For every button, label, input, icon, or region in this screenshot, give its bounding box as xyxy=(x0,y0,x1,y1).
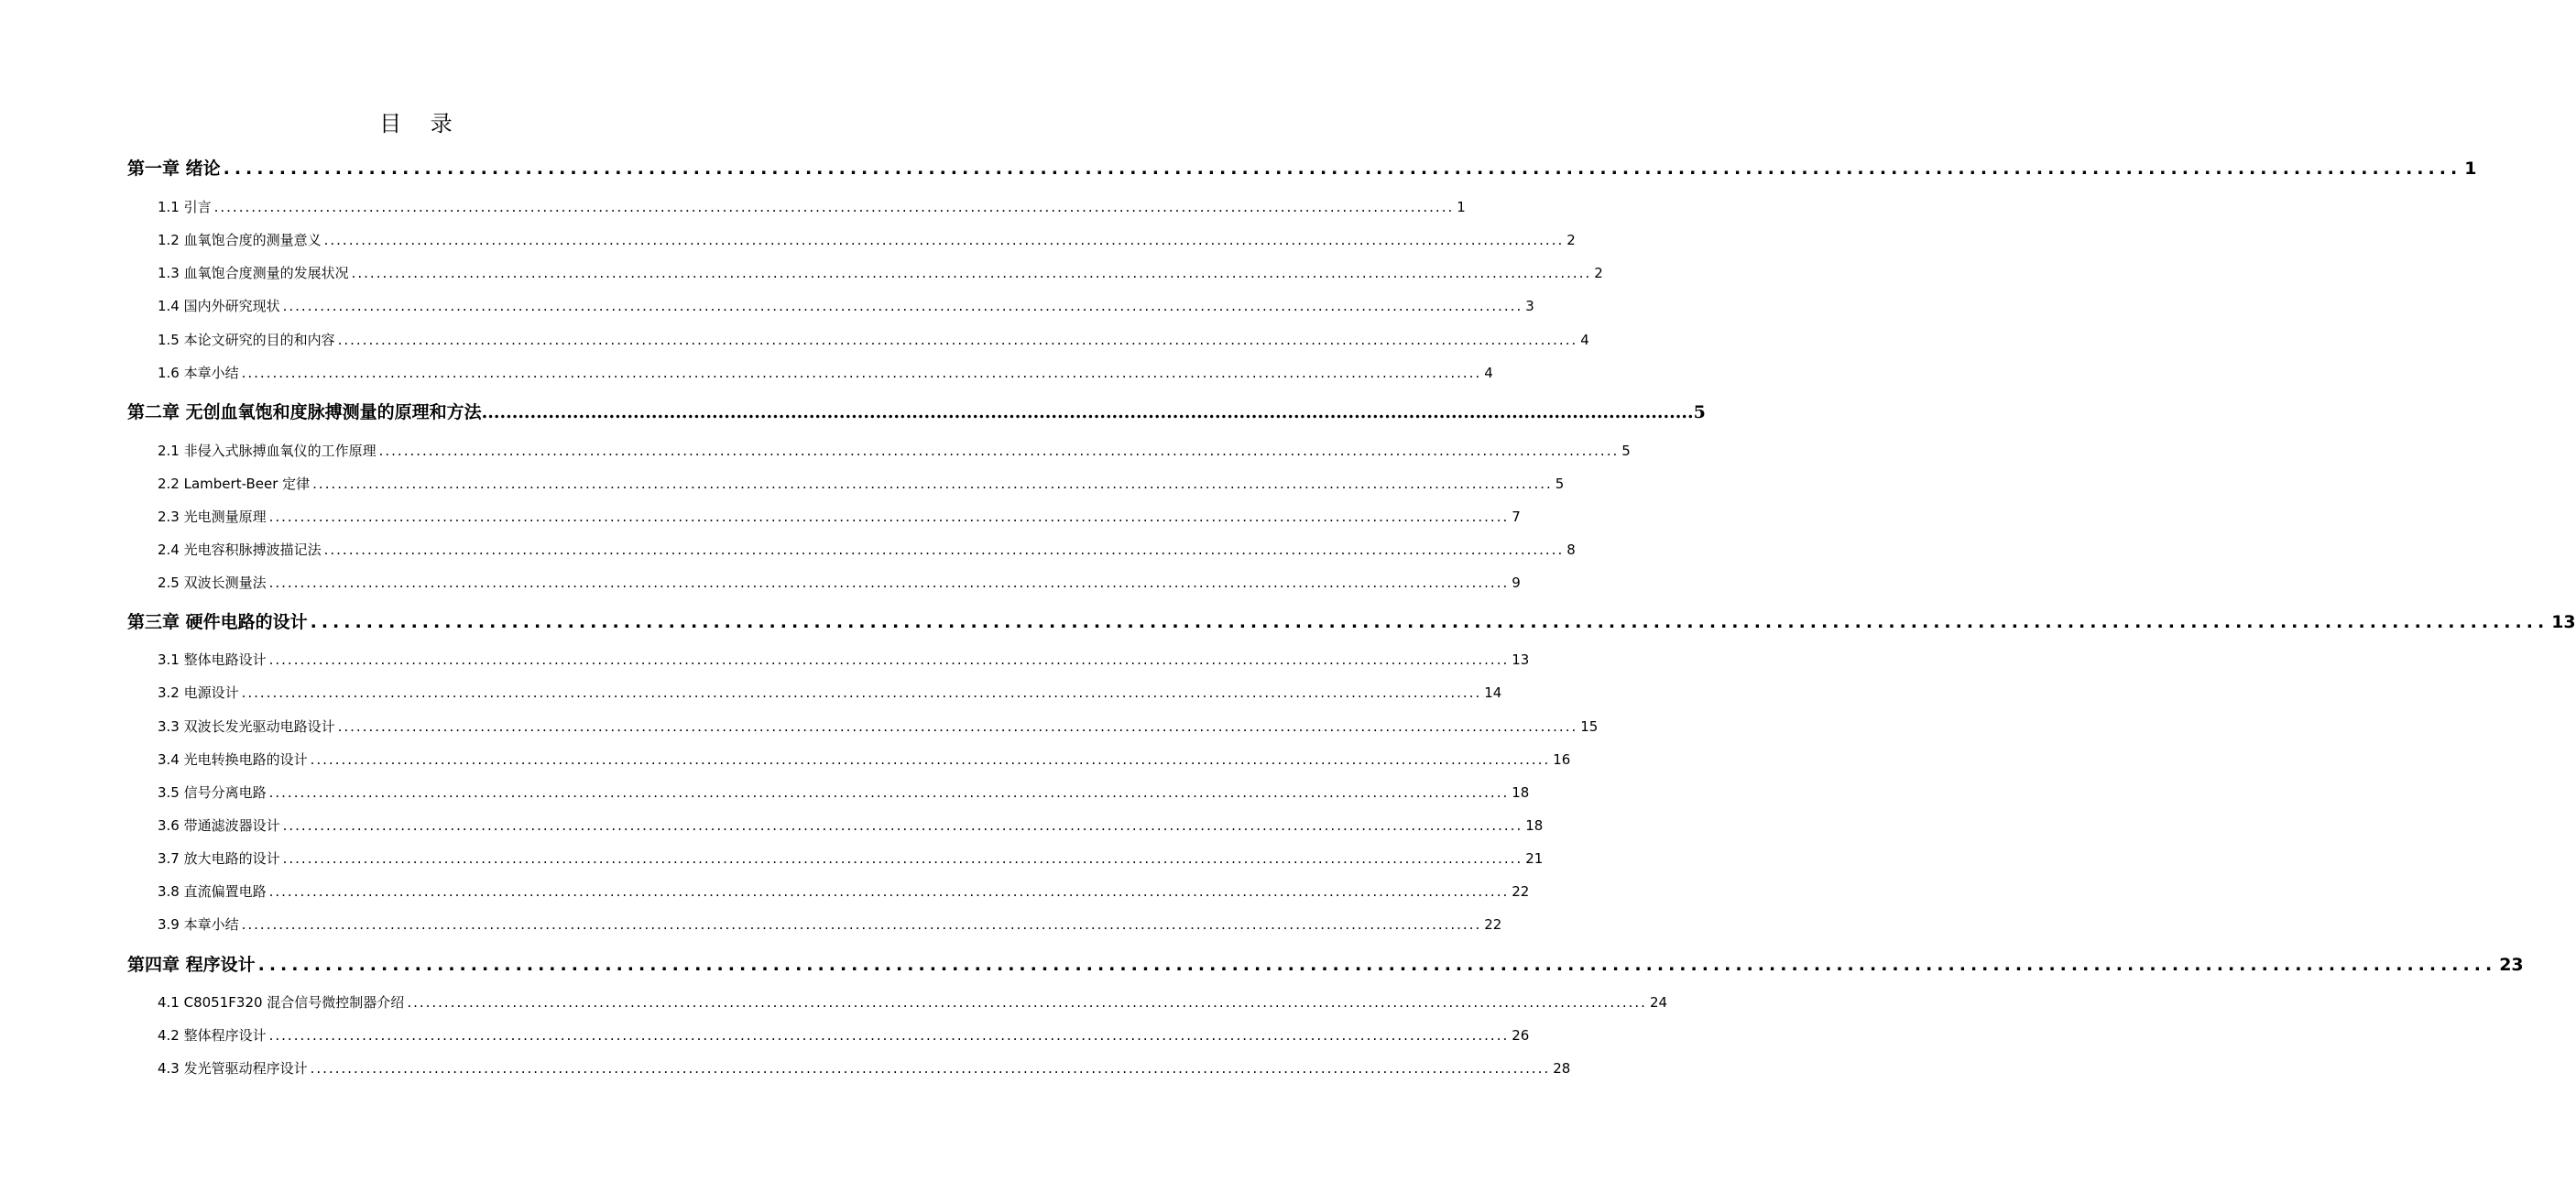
toc-entry-label: 2.2 Lambert-Beer 定律 xyxy=(158,476,311,492)
toc-page-number: 26 xyxy=(1512,1027,1530,1044)
toc-page-number: 21 xyxy=(1525,850,1544,867)
dot-leader: ........................................................................................................................................................................................................ xyxy=(351,265,1592,281)
toc-chapter-entry xyxy=(127,399,1706,425)
toc-page-number: 3 xyxy=(1525,298,1534,314)
dot-leader: ........................................................................................................................................................................................................ xyxy=(268,784,1510,801)
dot-leader: ........................................................................................................................................................................................................ xyxy=(310,612,2549,632)
toc-page-number: 1 xyxy=(2464,159,2477,179)
dot-leader: ........................................................................................................................................................................................................ xyxy=(323,232,1565,248)
toc-page-number: 23 xyxy=(2499,955,2524,975)
dot-leader: ........................................................................................................................................................................................................ xyxy=(268,651,1510,668)
toc-chapter-entry xyxy=(127,609,2576,635)
toc-section-entry xyxy=(158,1025,1530,1045)
toc-entry-label: 2.1 非侵入式脉搏血氧仪的工作原理 xyxy=(158,443,377,459)
toc-entry-label: 1.1 引言 xyxy=(158,199,212,215)
toc-section-entry xyxy=(158,197,1466,217)
dot-leader: ........................................................................................................................................................................................................ xyxy=(481,402,1694,422)
toc-section-entry xyxy=(158,296,1534,316)
toc-entry-label: 2.3 光电测量原理 xyxy=(158,509,267,525)
dot-leader: ........................................................................................................................................................................................................ xyxy=(310,751,1551,768)
toc-page-number: 9 xyxy=(1512,575,1521,591)
toc-entry-label: 3.4 光电转换电路的设计 xyxy=(158,751,308,768)
toc-entry-label: 2.5 双波长测量法 xyxy=(158,575,267,591)
dot-leader: ........................................................................................................................................................................................................ xyxy=(282,298,1523,314)
toc-section-entry xyxy=(158,992,1668,1012)
toc-entry-label: 4.1 C8051F320 混合信号微控制器介绍 xyxy=(158,994,405,1011)
toc-page-number: 5 xyxy=(1555,476,1565,492)
dot-leader: ........................................................................................................................................................................................................ xyxy=(337,718,1578,735)
dot-leader: ........................................................................................................................................................................................................ xyxy=(241,916,1482,933)
toc-entry-label: 1.5 本论文研究的目的和内容 xyxy=(158,332,335,348)
toc-section-entry xyxy=(158,263,1603,283)
toc-page-number: 1 xyxy=(1457,199,1466,215)
toc-entry-label: 第二章 无创血氧饱和度脉搏测量的原理和方法 xyxy=(127,402,482,422)
toc-page-number: 15 xyxy=(1580,718,1599,735)
toc-entry-label: 1.6 本章小结 xyxy=(158,365,239,381)
dot-leader: ........................................................................................................................................................................................................ xyxy=(241,365,1482,381)
toc-section-entry xyxy=(158,540,1576,560)
toc-section-entry xyxy=(158,750,1571,770)
toc-section-entry xyxy=(158,474,1565,494)
toc-page-number: 13 xyxy=(2551,612,2576,632)
dot-leader: ........................................................................................................................................................................................................ xyxy=(312,476,1553,492)
toc-entry-label: 3.6 带通滤波器设计 xyxy=(158,817,280,834)
toc-page-number: 22 xyxy=(1484,916,1502,933)
toc-page-number: 5 xyxy=(1621,443,1631,459)
toc-section-entry xyxy=(158,848,1544,869)
toc-section-entry xyxy=(158,783,1530,803)
toc-page-number: 24 xyxy=(1649,994,1668,1011)
toc-page-number: 2 xyxy=(1566,232,1576,248)
dot-leader: ........................................................................................................................................................................................................ xyxy=(241,684,1482,701)
dot-leader: ........................................................................................................................................................................................................ xyxy=(310,1060,1551,1077)
dot-leader: ........................................................................................................................................................................................................ xyxy=(282,817,1523,834)
toc-page-number: 8 xyxy=(1566,542,1576,558)
toc-section-entry xyxy=(158,1058,1571,1078)
dot-leader: ........................................................................................................................................................................................................ xyxy=(282,850,1523,867)
toc-section-entry xyxy=(158,230,1576,250)
toc-section-entry xyxy=(158,717,1599,737)
toc-entry-label: 2.4 光电容积脉搏波描记法 xyxy=(158,542,322,558)
toc-page-number: 16 xyxy=(1553,751,1571,768)
toc-entry-label: 第一章 绪论 xyxy=(127,159,221,179)
toc-page-number: 18 xyxy=(1525,817,1544,834)
toc-section-entry xyxy=(158,815,1544,836)
toc-entry-label: 第四章 程序设计 xyxy=(127,955,256,975)
toc-page-number: 5 xyxy=(1693,402,1706,422)
dot-leader: ........................................................................................................................................................................................................ xyxy=(378,443,1620,459)
toc-section-entry xyxy=(158,573,1521,593)
toc-entry-label: 第三章 硬件电路的设计 xyxy=(127,612,308,632)
dot-leader: ........................................................................................................................................................................................................ xyxy=(257,955,2497,975)
dot-leader: ........................................................................................................................................................................................................ xyxy=(268,1027,1510,1044)
toc-section-entry xyxy=(158,881,1530,902)
toc-page-number: 2 xyxy=(1594,265,1603,281)
dot-leader: ........................................................................................................................................................................................................ xyxy=(407,994,1647,1011)
toc-entry-label: 3.9 本章小结 xyxy=(158,916,239,933)
toc-page-number: 4 xyxy=(1484,365,1493,381)
toc-entry-label: 3.2 电源设计 xyxy=(158,684,239,701)
toc-chapter-entry xyxy=(127,952,2524,978)
toc-section-entry xyxy=(158,441,1631,461)
toc-entry-label: 1.2 血氧饱合度的测量意义 xyxy=(158,232,322,248)
toc-page-number: 13 xyxy=(1512,651,1530,668)
toc-section-entry xyxy=(158,363,1493,383)
toc-chapter-entry xyxy=(127,156,2477,181)
toc-entry-label: 3.3 双波长发光驱动电路设计 xyxy=(158,718,335,735)
toc-entry-label: 3.1 整体电路设计 xyxy=(158,651,267,668)
toc-page-number: 28 xyxy=(1553,1060,1571,1077)
toc-section-entry xyxy=(158,330,1589,350)
dot-leader: ........................................................................................................................................................................................................ xyxy=(223,159,2462,179)
toc-page-number: 22 xyxy=(1512,883,1530,900)
dot-leader: ........................................................................................................................................................................................................ xyxy=(323,542,1565,558)
toc-page-number: 4 xyxy=(1580,332,1589,348)
toc-entry-label: 4.2 整体程序设计 xyxy=(158,1027,267,1044)
toc-page-number: 14 xyxy=(1484,684,1502,701)
toc-entry-label: 3.8 直流偏置电路 xyxy=(158,883,267,900)
toc-section-entry xyxy=(158,914,1502,935)
dot-leader: ........................................................................................................................................................................................................ xyxy=(268,575,1510,591)
toc-entry-label: 4.3 发光管驱动程序设计 xyxy=(158,1060,308,1077)
dot-leader: ........................................................................................................................................................................................................ xyxy=(268,509,1510,525)
toc-entry-label: 1.3 血氧饱合度测量的发展状况 xyxy=(158,265,349,281)
toc-section-entry xyxy=(158,507,1521,527)
dot-leader: ........................................................................................................................................................................................................ xyxy=(268,883,1510,900)
toc-page-number: 18 xyxy=(1512,784,1530,801)
toc-page-number: 7 xyxy=(1512,509,1521,525)
toc-title: 目 录 xyxy=(379,111,464,137)
toc-entry-label: 3.7 放大电路的设计 xyxy=(158,850,280,867)
toc-entry-label: 1.4 国内外研究现状 xyxy=(158,298,280,314)
toc-entry-label: 3.5 信号分离电路 xyxy=(158,784,267,801)
toc-section-entry xyxy=(158,683,1502,703)
dot-leader: ........................................................................................................................................................................................................ xyxy=(337,332,1578,348)
toc-section-entry xyxy=(158,650,1530,670)
dot-leader: ........................................................................................................................................................................................................ xyxy=(213,199,1455,215)
